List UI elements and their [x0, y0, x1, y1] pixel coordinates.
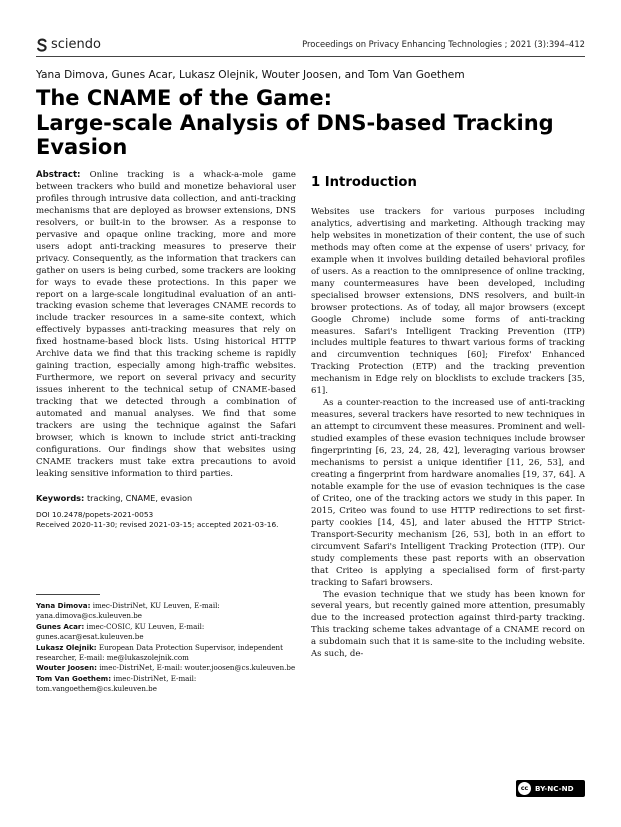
footnote-name: Yana Dimova: [36, 601, 91, 610]
license-label: BY-NC-ND [535, 784, 574, 793]
publication-info [36, 510, 296, 531]
paper-title [36, 86, 554, 160]
footnote-rule [36, 594, 100, 595]
header-rule [36, 56, 585, 57]
right-column [311, 175, 585, 661]
footnote-item [36, 674, 296, 695]
intro-paragraph: As a counter-reaction to the increased use of anti-tracking measures, several trackers have resorted to new techniques in an attempt to circumvent these measures. Prominent and well-studied examples of these evasion techniques include browser fingerprinting [6, 23, 24, 28, 42], leveraging various browser mechanisms to persist a unique identifier [11, 26, 53], and creating a fingerprint from hardware anomalies [19, 37, 64]. A notable example for the use of evasion techniques is the case of Criteo, one of the tracking actors we study in this paper. In 2015, Criteo was found to use HTTP redirections to set first-party cookies [14, 45], and later abused the HTTP Strict-Transport-Security mechanism [26, 53], both in an effort to circumvent Safari's Intelligent Tracking Protection (ITP). Our study complements these past reports with an observation that Criteo is applying a specialised form of first-party tracking to Safari browsers. [311, 398, 585, 588]
abstract-label: Abstract: [36, 170, 81, 180]
author-list: Yana Dimova, Gunes Acar, Lukasz Olejnik, Wouter Joosen, and Tom Van Goethem [36, 69, 465, 81]
footnote-name: Lukasz Olejnik: [36, 642, 97, 652]
footnote-item [36, 663, 296, 673]
left-column [36, 170, 296, 531]
sciendo-s-icon [36, 38, 48, 52]
footnote-name: Wouter Joosen: [36, 663, 97, 673]
keywords [36, 493, 296, 505]
creative-commons-icon: cc [518, 782, 531, 795]
intro-paragraph: Websites use trackers for various purposes including analytics, advertising and marketing. Although tracking may help websites in monetization of their content, the use of such methods may often come at the expense of users' privacy, for example when it involves building detailed behavioral profiles of users. As a reaction to the omnipresence of online tracking, many countermeasures have been developed, including specialised browser extensions, DNS resolvers, and built-in browser protections. As of today, all major browsers (except Google Chrome) include some forms of anti-tracking measures. Safari's Intelligent Tracking Prevention (ITP) includes multiple features to thwart various forms of tracking and circumvention techniques [60]; Firefox' Enhanced Tracking Protection (ETP) and the tracking prevention mechanism in Edge rely on blocklists to exclude trackers [35, 61]. [311, 207, 585, 397]
section-heading: 1 Introduction [311, 175, 417, 190]
license-badge[interactable] [516, 780, 585, 797]
received-dates: Received 2020-11-30; revised 2021-03-15; accepted 2021-03-16. [36, 520, 279, 530]
keywords-text: tracking, CNAME, evasion [86, 492, 193, 503]
title-line-3: Evasion [36, 135, 128, 159]
footnote-item [36, 643, 296, 664]
footnote-text: imec-COSIC, KU Leuven, E-mail: gunes.acar@esat.kuleuven.be [36, 621, 205, 642]
footnote-name: Gunes Acar: [36, 621, 85, 631]
footnote-text: imec-DistriNet, KU Leuven, E-mail: yana.dimova@cs.kuleuven.be [36, 601, 220, 621]
logo-text: sciendo [51, 37, 101, 52]
footnote-item [36, 622, 296, 643]
footnote-text: imec-DistriNet, E-mail: tom.vangoethem@cs.kuleuven.be [36, 673, 197, 694]
abstract-text: Online tracking is a whack-a-mole game between trackers who build and monetize behavioral user profiles through intrusive data collection, and anti-tracking mechanisms that are deployed as browser extensions, DNS resolvers, or built-in to the browser. As a response to pervasive and opaque online tracking, more and more users adopt anti-tracking measures to preserve their privacy. Consequently, as the information that trackers can gather on users is being curbed, some trackers are looking for ways to evade these protections. In this paper we report on a large-scale longitudinal evaluation of an anti-tracking evasion scheme that leverages CNAME records to include tracker resources in a same-site context, which effectively bypasses anti-tracking measures that rely on fixed hostname-based block lists. Using historical HTTP Archive data we find that this tracking scheme is rapidly gaining traction, especially among high-traffic websites. Furthermore, we report on several privacy and security issues inherent to the technical setup of CNAME-based tracking that we detected through a combination of automated and manual analyses. We find that some trackers are using the technique against the Safari browser, which is known to include strict anti-tracking configurations. Our findings show that websites using CNAME trackers must take extra precautions to avoid leaking sensitive information to third parties. [36, 170, 296, 479]
title-line-1: The CNAME of the Game: [36, 86, 332, 110]
journal-citation: Proceedings on Privacy Enhancing Technologies ; 2021 (3):394–412 [302, 39, 585, 49]
intro-paragraph: The evasion technique that we study has been known for several years, but recently gained more attention, presumably due to the increased protection against third-party tracking. This tracking scheme takes advantage of a CNAME record on a subdomain such that it is same-site to the including website. As such, de- [311, 589, 585, 660]
footnote-text: European Data Protection Supervisor, independent researcher, E-mail: me@lukaszolejnik.com [36, 642, 283, 663]
title-line-2: Large-scale Analysis of DNS-based Tracking [36, 110, 554, 135]
footnote-name: Tom Van Goethem: [36, 673, 112, 683]
doi-text: DOI 10.2478/popets-2021-0053 [36, 509, 154, 519]
abstract [36, 170, 296, 481]
sciendo-logo [36, 37, 101, 52]
keywords-label: Keywords: [36, 492, 85, 503]
author-footnotes [36, 601, 296, 695]
footnote-item [36, 601, 296, 622]
footnote-text: imec-DistriNet, E-mail: wouter.joosen@cs.kuleuven.be [99, 663, 296, 673]
